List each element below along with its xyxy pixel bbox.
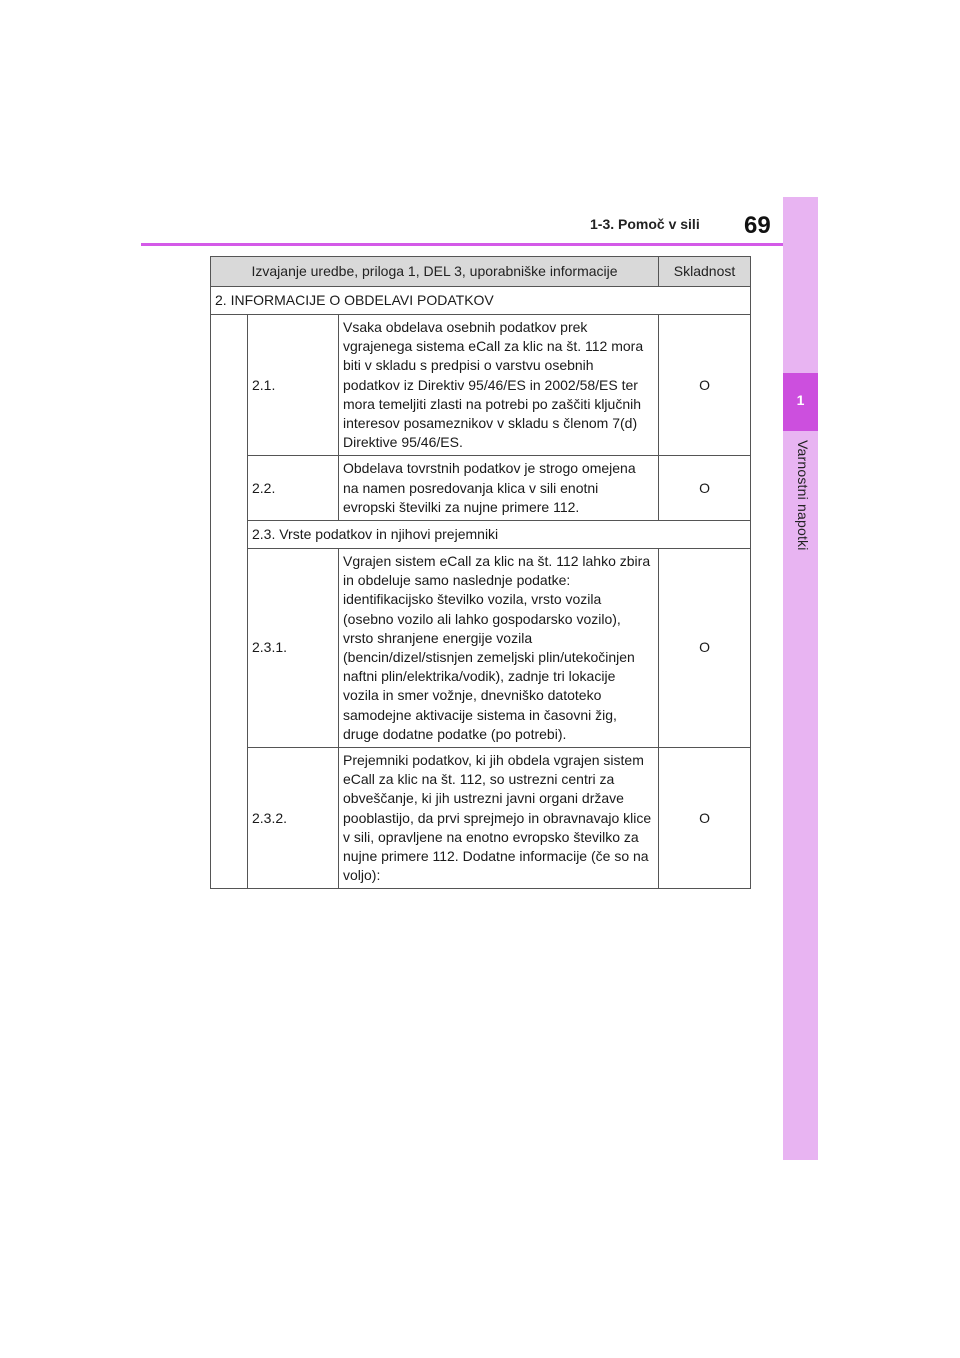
header-divider xyxy=(141,243,783,246)
table-header-row xyxy=(211,257,751,287)
section-row xyxy=(211,287,751,315)
subsection-heading: 2.3. Vrste podatkov in njihovi prejemniki xyxy=(248,521,751,549)
section-title: 1-3. Pomoč v sili xyxy=(590,216,700,232)
subsection-row xyxy=(211,521,751,549)
row-number: 2.3.2. xyxy=(248,748,339,889)
row-compliance: O xyxy=(659,748,751,889)
row-text: Vgrajen sistem eCall za klic na št. 112 lahko zbira in obdeluje samo naslednje podatke: identifikacijsko številko vozila, vrsto vozila (osebno vozilo ali lahko gospodarsko vozilo), vrsto shranjene energije vozila (bencin/dizel/stisnjen zemeljski plin/utekočinjen naftni plin/elektrika/vodik), zadnje tri lokacije vozila in smer vožnje, dnevniško datoteko samodejne aktivacije sistema in časovni žig, druge dodatne podatke (po potrebi). xyxy=(339,549,659,748)
row-number: 2.3.1. xyxy=(248,549,339,748)
user-information-table xyxy=(210,256,751,889)
table-row xyxy=(211,748,751,889)
table-row xyxy=(211,456,751,521)
chapter-number: 1 xyxy=(796,392,805,408)
row-compliance: O xyxy=(659,315,751,456)
page-number: 69 xyxy=(744,212,771,239)
column-header-implementation: Izvajanje uredbe, priloga 1, DEL 3, uporabniške informacije xyxy=(211,257,659,287)
row-text: Vsaka obdelava osebnih podatkov prek vgrajenega sistema eCall za klic na št. 112 mora biti v skladu s predpisi o varstvu osebnih podatkov iz Direktiv 95/46/ES in 2002/58/ES ter mora temeljiti zlasti na potrebi po zaščiti ključnih interesov posameznikov v skladu s členom 7(d) Direktive 95/46/ES. xyxy=(339,315,659,456)
row-number: 2.2. xyxy=(248,456,339,521)
chapter-label: Varnostni napotki xyxy=(795,440,811,551)
column-header-compliance: Skladnost xyxy=(659,257,751,287)
table-row xyxy=(211,549,751,748)
row-compliance: O xyxy=(659,456,751,521)
section-heading: 2. INFORMACIJE O OBDELAVI PODATKOV xyxy=(211,287,751,315)
row-number: 2.1. xyxy=(248,315,339,456)
row-text: Obdelava tovrstnih podatkov je strogo omejena na namen posredovanja klica v sili enotni evropski številki za nujne primere 112. xyxy=(339,456,659,521)
indent-cell xyxy=(211,315,248,889)
chapter-side-tab xyxy=(783,197,818,1160)
row-compliance: O xyxy=(659,549,751,748)
table-row xyxy=(211,315,751,456)
row-text: Prejemniki podatkov, ki jih obdela vgrajen sistem eCall za klic na št. 112, so ustrezni centri za obveščanje, ki jih ustrezni javni organi države pooblastijo, da prvi sprejmejo in obravnavajo klice v sili, opravljene na enotno evropsko številko za nujne primere 112. Dodatne informacije (če so na voljo): xyxy=(339,748,659,889)
